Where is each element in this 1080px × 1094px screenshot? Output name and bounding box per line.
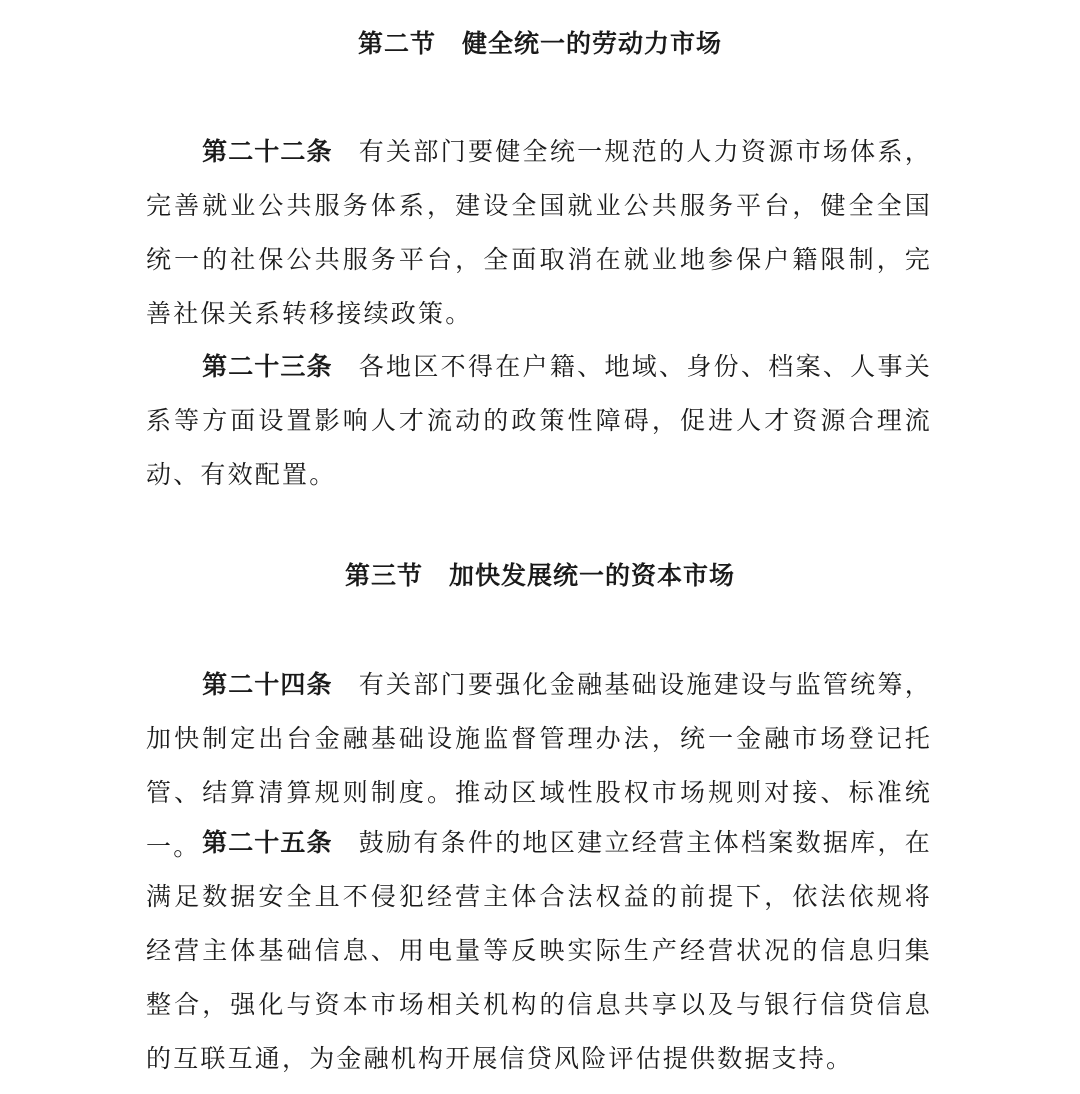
- article-label: 第二十五条: [202, 828, 333, 857]
- article-label: 第二十二条: [202, 137, 333, 166]
- section-title-labor-market: 第二节 健全统一的劳动力市场: [357, 29, 722, 58]
- article-text: 各地区不得在户籍、地域、身份、档案、人事关系等方面设置影响人才流动的政策性障碍，促进人才资源合理流动、有效配置。: [146, 352, 932, 489]
- article-22: [146, 125, 932, 341]
- article-label: 第二十三条: [202, 352, 333, 381]
- article-25: [146, 816, 932, 1086]
- article-text: 鼓励有条件的地区建立经营主体档案数据库，在满足数据安全且不侵犯经营主体合法权益的前提下，依法依规将经营主体基础信息、用电量等反映实际生产经营状况的信息归集整合，强化与资本市场相关机构的信息共享以及与银行信贷信息的互联互通，为金融机构开展信贷风险评估提供数据支持。: [146, 828, 932, 1073]
- article-text: 有关部门要强化金融基础设施建设与监管统筹，加快制定出台金融基础设施监督管理办法，统一金融市场登记托管、结算清算规则制度。推动区域性股权市场规则对接、标准统一。: [146, 670, 932, 861]
- article-23: [146, 340, 932, 502]
- article-label: 第二十四条: [202, 670, 333, 699]
- section-title-capital-market: 第三节 加快发展统一的资本市场: [344, 561, 735, 590]
- article-text: 有关部门要健全统一规范的人力资源市场体系，完善就业公共服务体系，建设全国就业公共服务平台，健全全国统一的社保公共服务平台，全面取消在就业地参保户籍限制，完善社保关系转移接续政策。: [146, 137, 932, 328]
